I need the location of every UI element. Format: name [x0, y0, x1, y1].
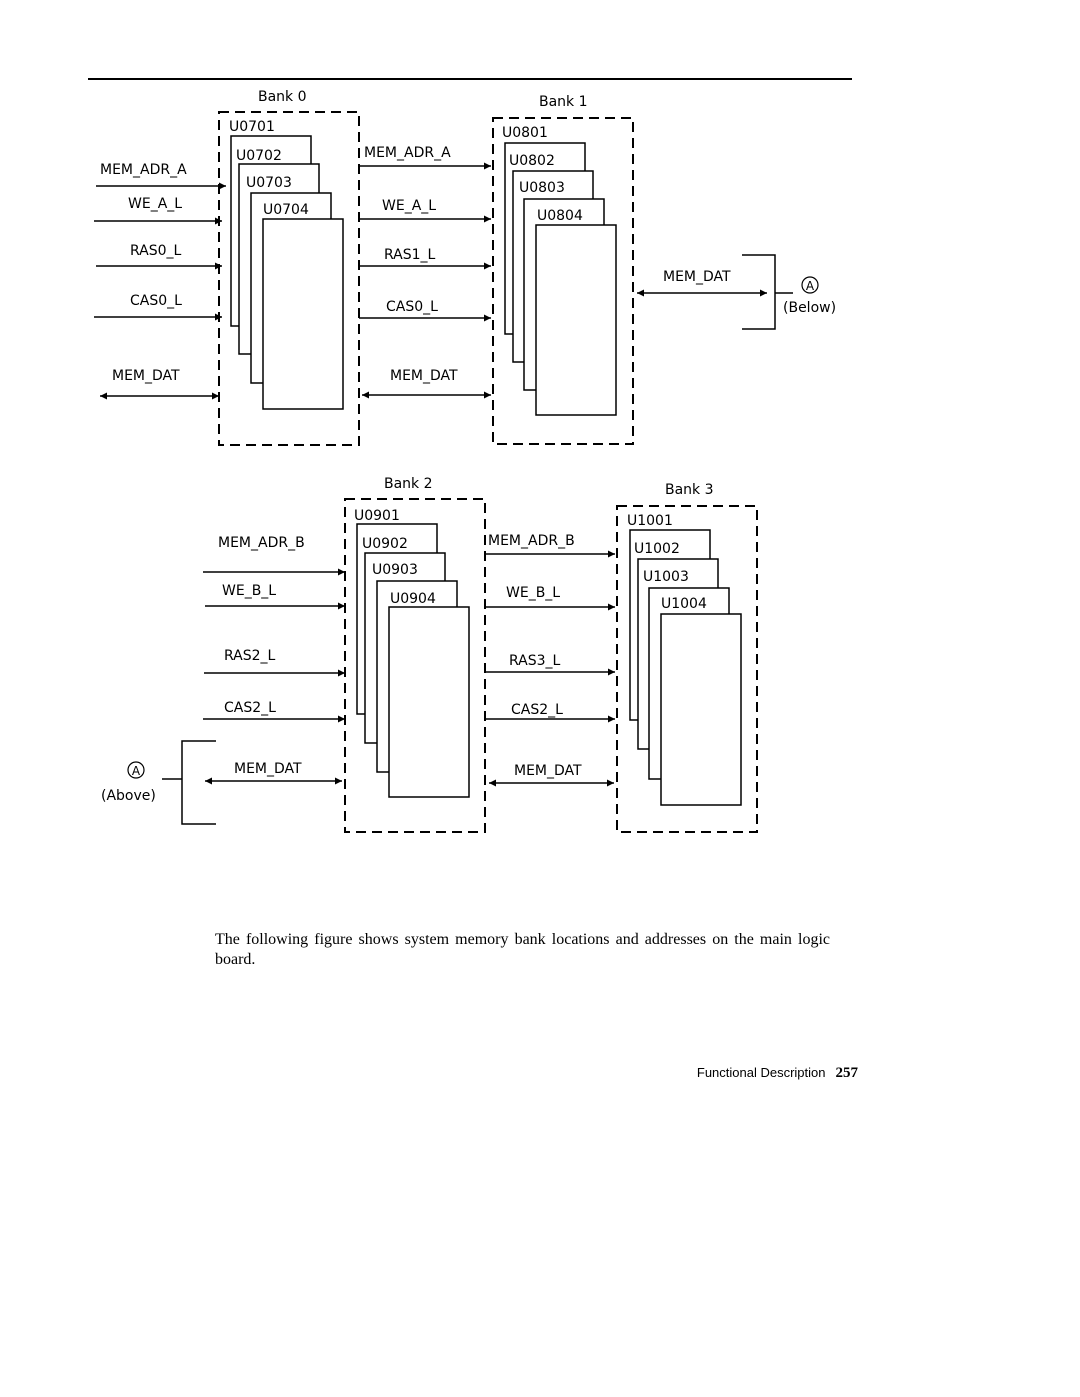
bank-2-chip-3: U0903 — [372, 562, 418, 578]
bank-0-signal-ras: RAS0_L — [130, 243, 182, 259]
bank-3-title: Bank 3 — [665, 482, 714, 498]
bank-3-signal-we: WE_B_L — [506, 585, 561, 601]
bank-1-signal-we: WE_A_L — [382, 198, 437, 214]
bank-1-chip-1: U0801 — [502, 125, 548, 141]
bank-2-chip-2: U0902 — [362, 536, 408, 552]
bank-1-signal-dat: MEM_DAT — [390, 368, 458, 384]
bank-0-chip-3: U0703 — [246, 175, 292, 191]
bank-0 — [94, 89, 359, 445]
bank-0-signal-dat: MEM_DAT — [112, 368, 180, 384]
bank-3-signal-cas: CAS2_L — [511, 702, 563, 718]
bank-3-chip-1: U1001 — [627, 513, 673, 529]
bank-1-signal-cas: CAS0_L — [386, 299, 438, 315]
bank-0-chip-4: U0704 — [263, 202, 309, 218]
bank-0-signal-we: WE_A_L — [128, 196, 183, 212]
bank-3-chip-front — [661, 614, 741, 805]
bank-2-chip-1: U0901 — [354, 508, 400, 524]
connector-above-label: (Above) — [101, 788, 156, 804]
page-footer — [697, 1065, 858, 1082]
bank-0-chip-front — [263, 219, 343, 409]
bank-3 — [485, 482, 757, 832]
bank-2-signal-ras: RAS2_L — [224, 648, 276, 664]
bank-1-title: Bank 1 — [539, 94, 588, 110]
bank-0-signal-cas: CAS0_L — [130, 293, 182, 309]
bank-1 — [359, 94, 836, 444]
bank-1-chip-4: U0804 — [537, 208, 583, 224]
bank-1-signal-adr: MEM_ADR_A — [364, 145, 451, 161]
bank-1-chip-front — [536, 225, 616, 415]
page-number: 257 — [835, 1065, 858, 1081]
bank-3-signal-adr: MEM_ADR_B — [488, 533, 575, 549]
bank-0-signal-adr: MEM_ADR_A — [100, 162, 187, 178]
figure-description-paragraph: The following figure shows system memory bank locations and addresses on the main logic board. — [215, 931, 830, 968]
connector-below-label: (Below) — [783, 300, 837, 316]
bank-0-chip-1: U0701 — [229, 119, 275, 135]
bank-2 — [101, 476, 485, 832]
below-bracket — [742, 255, 775, 329]
bank-2-signal-we: WE_B_L — [222, 583, 277, 599]
bank-1-out-signal: MEM_DAT — [663, 269, 731, 285]
bank-1-chip-2: U0802 — [509, 153, 555, 169]
bank-1-signal-ras: RAS1_L — [384, 247, 436, 263]
bank-2-signal-adr: MEM_ADR_B — [218, 535, 305, 551]
bank-3-signal-ras: RAS3_L — [509, 653, 561, 669]
bank-2-chip-front — [389, 607, 469, 797]
bank-3-signal-dat: MEM_DAT — [514, 763, 582, 779]
above-bracket — [182, 741, 216, 824]
connector-a-above-letter: A — [131, 764, 141, 778]
bank-1-chip-3: U0803 — [519, 180, 565, 196]
bank-2-title: Bank 2 — [384, 476, 433, 492]
bank-2-chip-4: U0904 — [390, 591, 436, 607]
bank-3-chip-2: U1002 — [634, 541, 680, 557]
bank-3-chip-4: U1004 — [661, 596, 707, 612]
bank-2-signal-cas: CAS2_L — [224, 700, 276, 716]
bank-3-chip-3: U1003 — [643, 569, 689, 585]
bank-2-signal-dat: MEM_DAT — [234, 761, 302, 777]
bank-0-chip-2: U0702 — [236, 148, 282, 164]
bank-0-title: Bank 0 — [258, 89, 307, 105]
footer-section-title: Functional Description — [696, 1065, 826, 1080]
connector-a-below-letter: A — [805, 279, 815, 293]
